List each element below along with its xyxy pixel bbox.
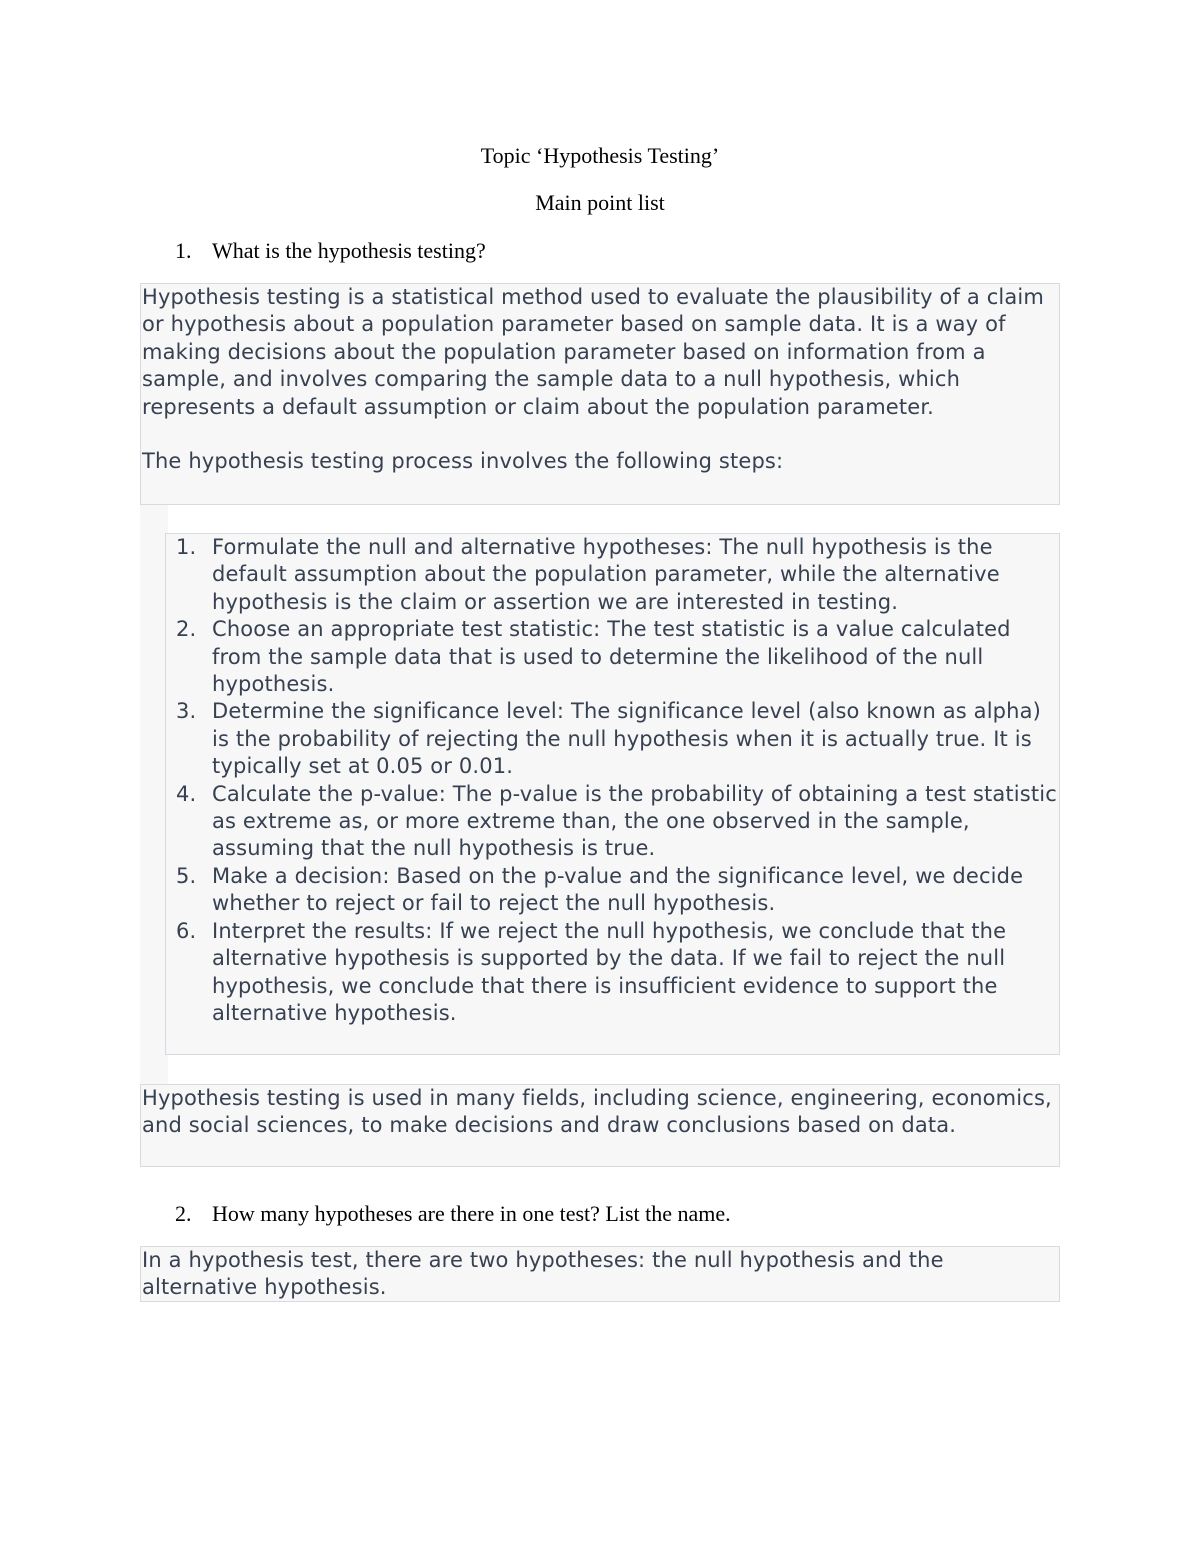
question-1-text: What is the hypothesis testing? xyxy=(212,238,486,263)
step-text: Formulate the null and alternative hypotheses: The null hypothesis is the default assumption about the population parameter, while the alternative hypothesis is the claim or assertion we are interested in testing. xyxy=(212,535,1000,614)
step-number: 5. xyxy=(176,863,197,888)
step-text: Determine the significance level: The significance level (also known as alpha) is the probability of rejecting the null hypothesis when it is actually true. It is typically set at 0.05 or 0.01. xyxy=(212,699,1041,779)
step-item xyxy=(166,863,1059,918)
step-item xyxy=(166,698,1059,780)
step-number: 2. xyxy=(176,617,197,642)
step-number: 6. xyxy=(176,918,197,943)
answer-2-paragraph: In a hypothesis test, there are two hypotheses: the null hypothesis and the alternative hypothesis. xyxy=(142,1248,944,1300)
step-number: 3. xyxy=(176,699,197,724)
step-item xyxy=(166,616,1059,698)
step-text: Make a decision: Based on the p-value and the significance level, we decide whether to reject or fail to reject the null hypothesis. xyxy=(212,863,1024,916)
step-number: 4. xyxy=(176,781,197,806)
question-1 xyxy=(175,238,486,264)
document-subtitle: Main point list xyxy=(535,190,665,215)
steps-indent-shade xyxy=(140,505,168,1085)
answer-1-closing-box xyxy=(140,1084,1060,1167)
document-title: Topic ‘Hypothesis Testing’ xyxy=(480,143,720,168)
answer-2-box xyxy=(140,1246,1060,1302)
steps-box xyxy=(165,533,1060,1055)
step-item xyxy=(166,781,1059,863)
step-number: 1. xyxy=(176,535,197,559)
step-item xyxy=(166,534,1059,616)
answer-1-steps-intro: The hypothesis testing process involves the following steps: xyxy=(142,449,784,474)
step-text: Choose an appropriate test statistic: The test statistic is a value calculated from the sample data that is used to determine the likelihood of the null hypothesis. xyxy=(212,617,1011,697)
question-2-text: How many hypotheses are there in one test? List the name. xyxy=(212,1201,731,1226)
question-2 xyxy=(175,1201,731,1227)
answer-1-intro-box xyxy=(140,283,1060,505)
step-text: Interpret the results: If we reject the null hypothesis, we conclude that the alternative hypothesis is supported by the data. If we fail to reject the null hypothesis, we conclude that there is insufficient evidence to support the alternative hypothesis. xyxy=(212,918,1007,1025)
steps-list xyxy=(166,534,1059,1027)
step-item xyxy=(166,918,1059,1028)
question-2-number: 2. xyxy=(175,1201,192,1226)
answer-1-intro-paragraph: Hypothesis testing is a statistical method used to evaluate the plausibility of a claim or hypothesis about a population parameter based on sample data. It is a way of making decisions about the population parameter based on information from a sample, and involves comparing the sample data to a null hypothesis, which represents a default assumption or claim about the population parameter. xyxy=(142,285,1045,419)
step-text: Calculate the p-value: The p-value is the probability of obtaining a test statistic as extreme as, or more extreme than, the one observed in the sample, assuming that the null hypothesis is true. xyxy=(212,781,1057,861)
answer-1-closing-paragraph: Hypothesis testing is used in many fields, including science, engineering, economics, and social sciences, to make decisions and draw conclusions based on data. xyxy=(142,1086,1052,1138)
question-1-number: 1. xyxy=(175,238,192,263)
